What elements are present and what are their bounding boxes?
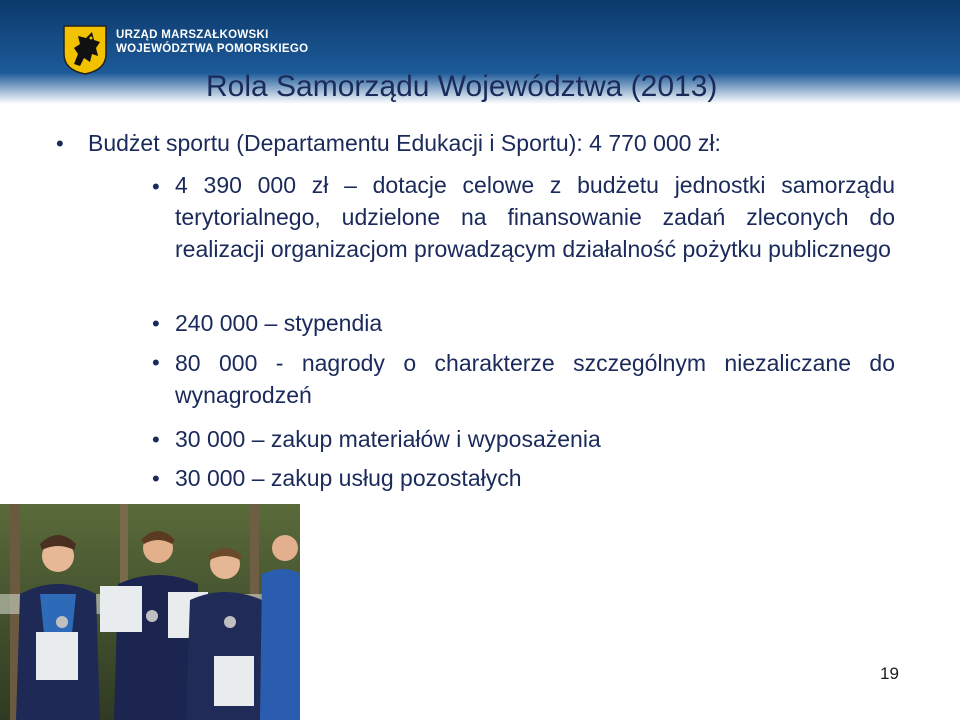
list-item: 30 000 – zakup usług pozostałych — [175, 465, 522, 491]
main-bullet-text: Budżet sportu (Departamentu Edukacji i Sportu): 4 770 000 zł: — [88, 130, 721, 156]
list-item: 30 000 – zakup materiałów i wyposażenia — [175, 426, 601, 452]
medal-ceremony-photo — [0, 504, 300, 720]
griffin-coat-of-arms-icon — [62, 24, 108, 76]
list-item: 4 390 000 zł – dotacje celowe z budżetu jednostki samorządu terytorialnego, udzielone na finansowanie zadań zleconych do realizacji organizacjom prowadzącym działalność pożytku publicznego — [175, 172, 895, 262]
bullet-icon: • — [152, 427, 160, 452]
list-item: 240 000 – stypendia — [175, 310, 383, 336]
list-item: 80 000 - nagrody o charakterze szczególnym niezaliczane do wynagrodzeń — [175, 350, 895, 408]
org-line-2: WOJEWÓDZTWA POMORSKIEGO — [116, 43, 309, 55]
bullet-icon: • — [56, 131, 64, 156]
page-number: 19 — [880, 664, 899, 683]
organization-name — [116, 28, 308, 56]
slide-title: Rola Samorządu Województwa (2013) — [206, 70, 718, 103]
bullet-icon: • — [152, 174, 160, 199]
org-line-1: URZĄD MARSZAŁKOWSKI — [116, 29, 269, 41]
bullet-icon: • — [152, 466, 160, 491]
bullet-icon: • — [152, 311, 160, 336]
bullet-icon: • — [152, 350, 160, 375]
